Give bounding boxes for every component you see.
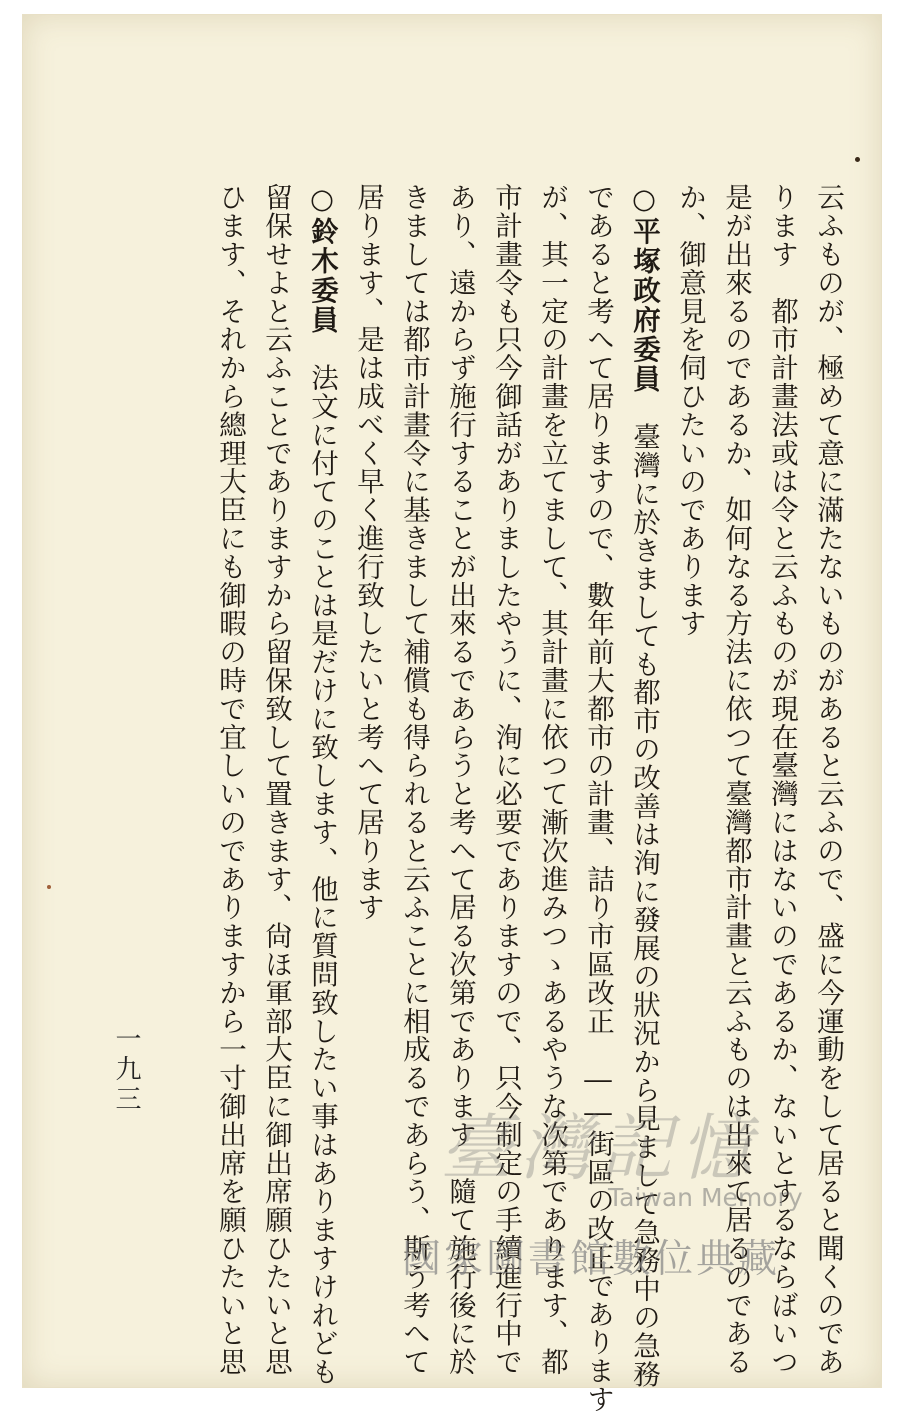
text-column: ○平塚政府委員 臺灣に於きましても都市の改善は洵に發展の狀況から見まして急務中の急務 [628, 183, 660, 1388]
watermark-english: Taiwan Memory [608, 1183, 803, 1212]
watermark-seal: 臺灣記憶 [440, 1106, 761, 1190]
text-column: あり、遠からず施行することが出來るであらうと考へて居る次第であります 隨て施行後に於 [444, 183, 476, 1376]
text-column: か、御意見を伺ひたいのであります [674, 183, 706, 638]
text-column: 是が出來るのであるか、如何なる方法に依つて臺灣都市計畫と云ふものは出來て居るのである [720, 183, 752, 1376]
speaker-name: ○平塚政府委員 [628, 183, 660, 394]
speaker-name: ○鈴木委員 [306, 183, 338, 335]
text-column: 居ります、是は成べく早く進行致したいと考へて居ります [352, 183, 384, 922]
text-column: ひます、それから總理大臣にも御暇の時で宜しいのでありますから一寸御出席を願ひたいと思 [214, 183, 246, 1376]
watermark-library-name: 國家圖書館數位典藏 [402, 1237, 781, 1282]
text-column: きましては都市計畫令に基きまして補償も得られると云ふことに相成るであらう、斯う考へて [398, 183, 430, 1376]
text-column: 云ふものが、極めて意に滿たないものがあると云ふので、盛に今運動をして居ると聞くのであ [812, 183, 844, 1376]
text-column: が、其一定の計畫を立てまして、其計畫に依つて漸次進みつゝあるやうな次第であります、都 [536, 183, 568, 1376]
text-column: 市計畫令も只今御話がありましたやうに、洵に必要でありますので、只今制定の手續進行中で [490, 183, 522, 1376]
text-column: ○鈴木委員 法文に付てのことは是だけに致します、他に質問致したい事はありますけれども [306, 183, 338, 1386]
page-number: 一九三 [111, 1025, 141, 1115]
text-column: 留保せよと云ふことでありますから留保致して置きます、尙ほ軍部大臣に御出席願ひたいと思 [260, 183, 292, 1376]
text-column: ります 都市計畫法或は令と云ふものが現在臺灣にはないのであるか、ないとするならばいつ [766, 183, 798, 1376]
text-column: であると考へて居りますので、數年前大都市の計畫、詰り市區改正 ――街區の改正であります [582, 183, 614, 1413]
ink-speck [47, 885, 51, 889]
ink-speck [855, 157, 860, 162]
